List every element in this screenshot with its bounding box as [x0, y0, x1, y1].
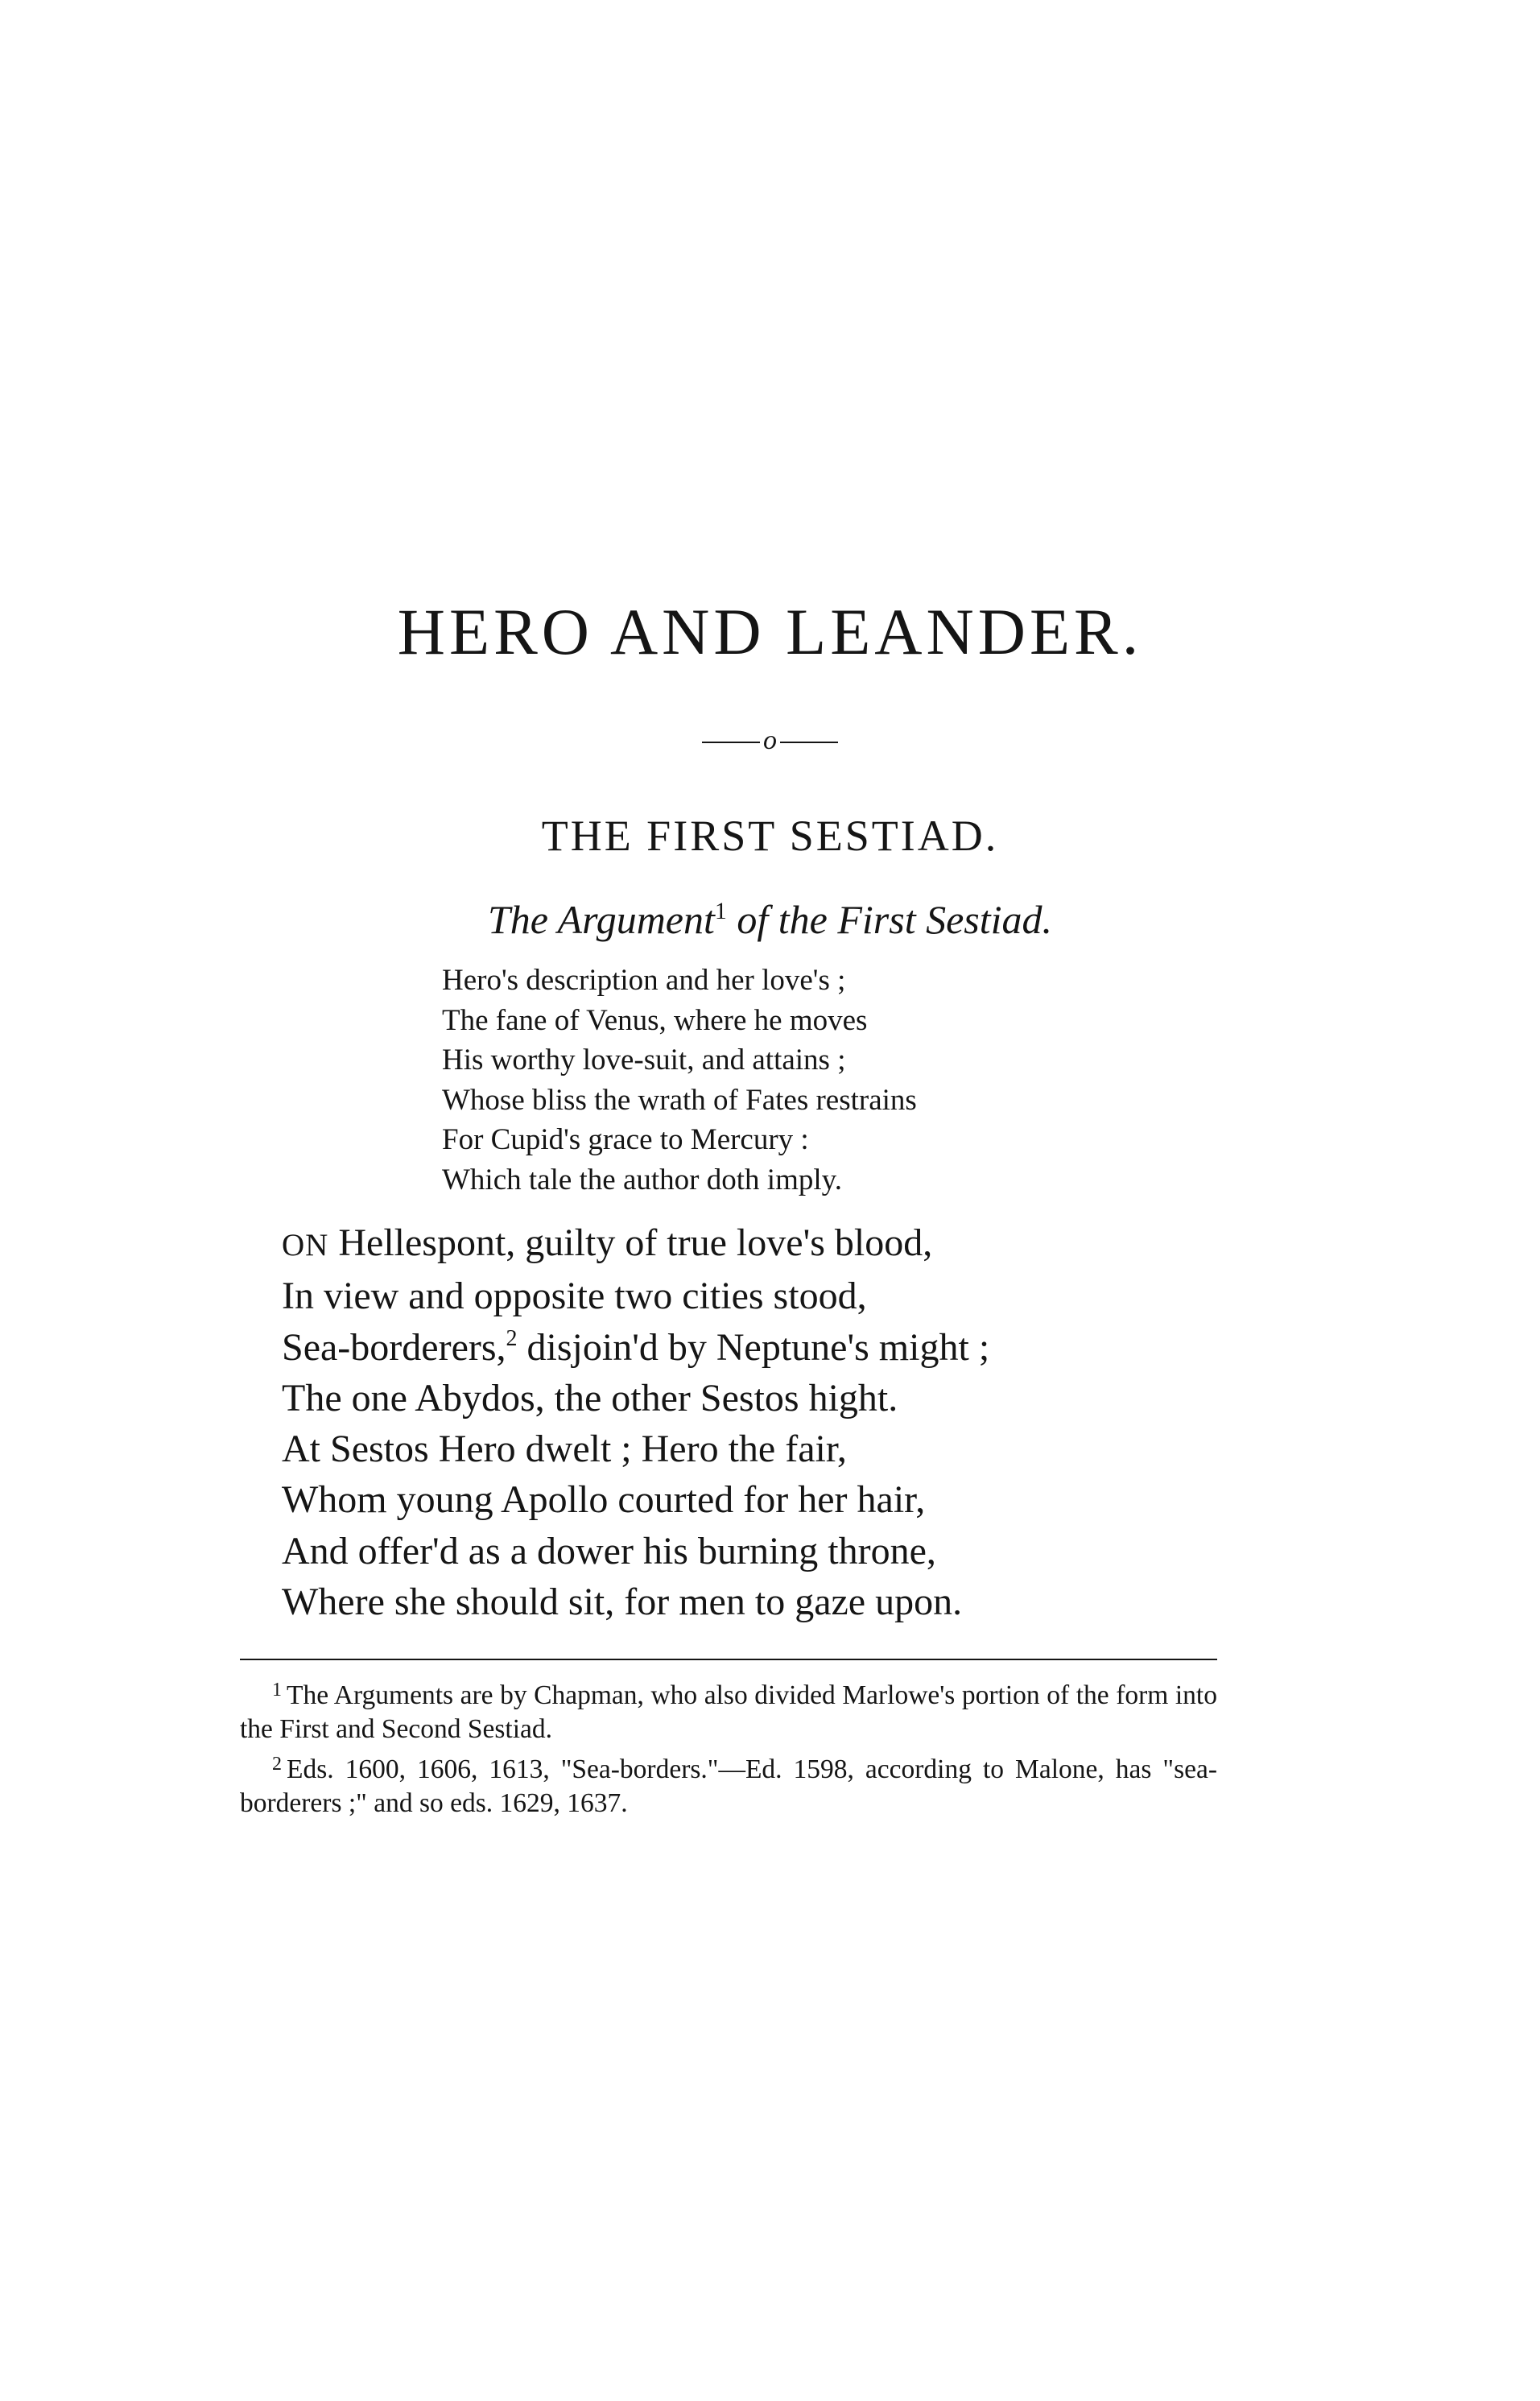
poem-line-1-rest: Hellespont, guilty of true love's blood,	[328, 1221, 933, 1264]
ornament-letter: o	[763, 725, 777, 755]
argument-line: Which tale the author doth imply.	[442, 1163, 842, 1196]
poem-line-3-b: disjoin'd by Neptune's might ;	[517, 1325, 990, 1369]
title-ornament	[0, 725, 1540, 757]
argument-heading-text-2: of the First Sestiad.	[726, 897, 1053, 942]
poem-line-6: Whom young Apollo courted for her hair,	[282, 1478, 926, 1522]
argument-line: His worthy love-suit, and attains ;	[442, 1043, 846, 1077]
footnote-text: Eds. 1600, 1606, 1613, "Sea-borders."—Ed. 1598, according to Malone, has "sea-borderers ;" and so eds. 1629, 1637.	[240, 1754, 1217, 1818]
poem-line-7: And offer'd as a dower his burning throne,	[282, 1529, 936, 1572]
argument-heading-text-1: The Argument	[487, 897, 715, 942]
ornament-rule-left	[702, 742, 760, 743]
argument-line: The fane of Venus, where he moves	[442, 1003, 868, 1037]
section-title: THE FIRST SESTIAD.	[541, 812, 999, 860]
footnote-2	[240, 1753, 1217, 1820]
footnote-1	[240, 1679, 1217, 1746]
poem-line-5: At Sestos Hero dwelt ; Hero the fair,	[282, 1428, 847, 1471]
poem-first-word: ON	[282, 1228, 329, 1262]
footnote-ref-1: 1	[714, 898, 727, 924]
poem-line-2: In view and opposite two cities stood,	[282, 1275, 867, 1318]
argument-verse	[442, 961, 917, 1200]
poem-line-3	[282, 1322, 989, 1373]
footnote-divider	[240, 1659, 1217, 1660]
footnotes	[240, 1679, 1217, 1827]
ornament-rule-right	[780, 742, 838, 743]
poem-line-3-a: Sea-borderers,	[282, 1325, 506, 1369]
argument-line: For Cupid's grace to Mercury :	[442, 1123, 809, 1156]
page-title: HERO AND LEANDER.	[397, 595, 1143, 668]
poem-line-4: The one Abydos, the other Sestos hight.	[282, 1376, 898, 1420]
argument-heading	[0, 894, 1540, 945]
footnote-ref-2: 2	[506, 1325, 518, 1351]
poem-line-8: Where she should sit, for men to gaze upon.	[282, 1581, 963, 1624]
argument-line: Hero's description and her love's ;	[442, 964, 846, 997]
argument-line: Whose bliss the wrath of Fates restrains	[442, 1083, 917, 1117]
poem-line-1	[282, 1217, 989, 1271]
footnote-mark: 2	[272, 1754, 282, 1775]
footnote-text: The Arguments are by Chapman, who also divided Marlowe's portion of the form into the First and Second Sestiad.	[240, 1680, 1217, 1744]
poem-verse	[282, 1217, 989, 1627]
footnote-mark: 1	[272, 1680, 282, 1701]
